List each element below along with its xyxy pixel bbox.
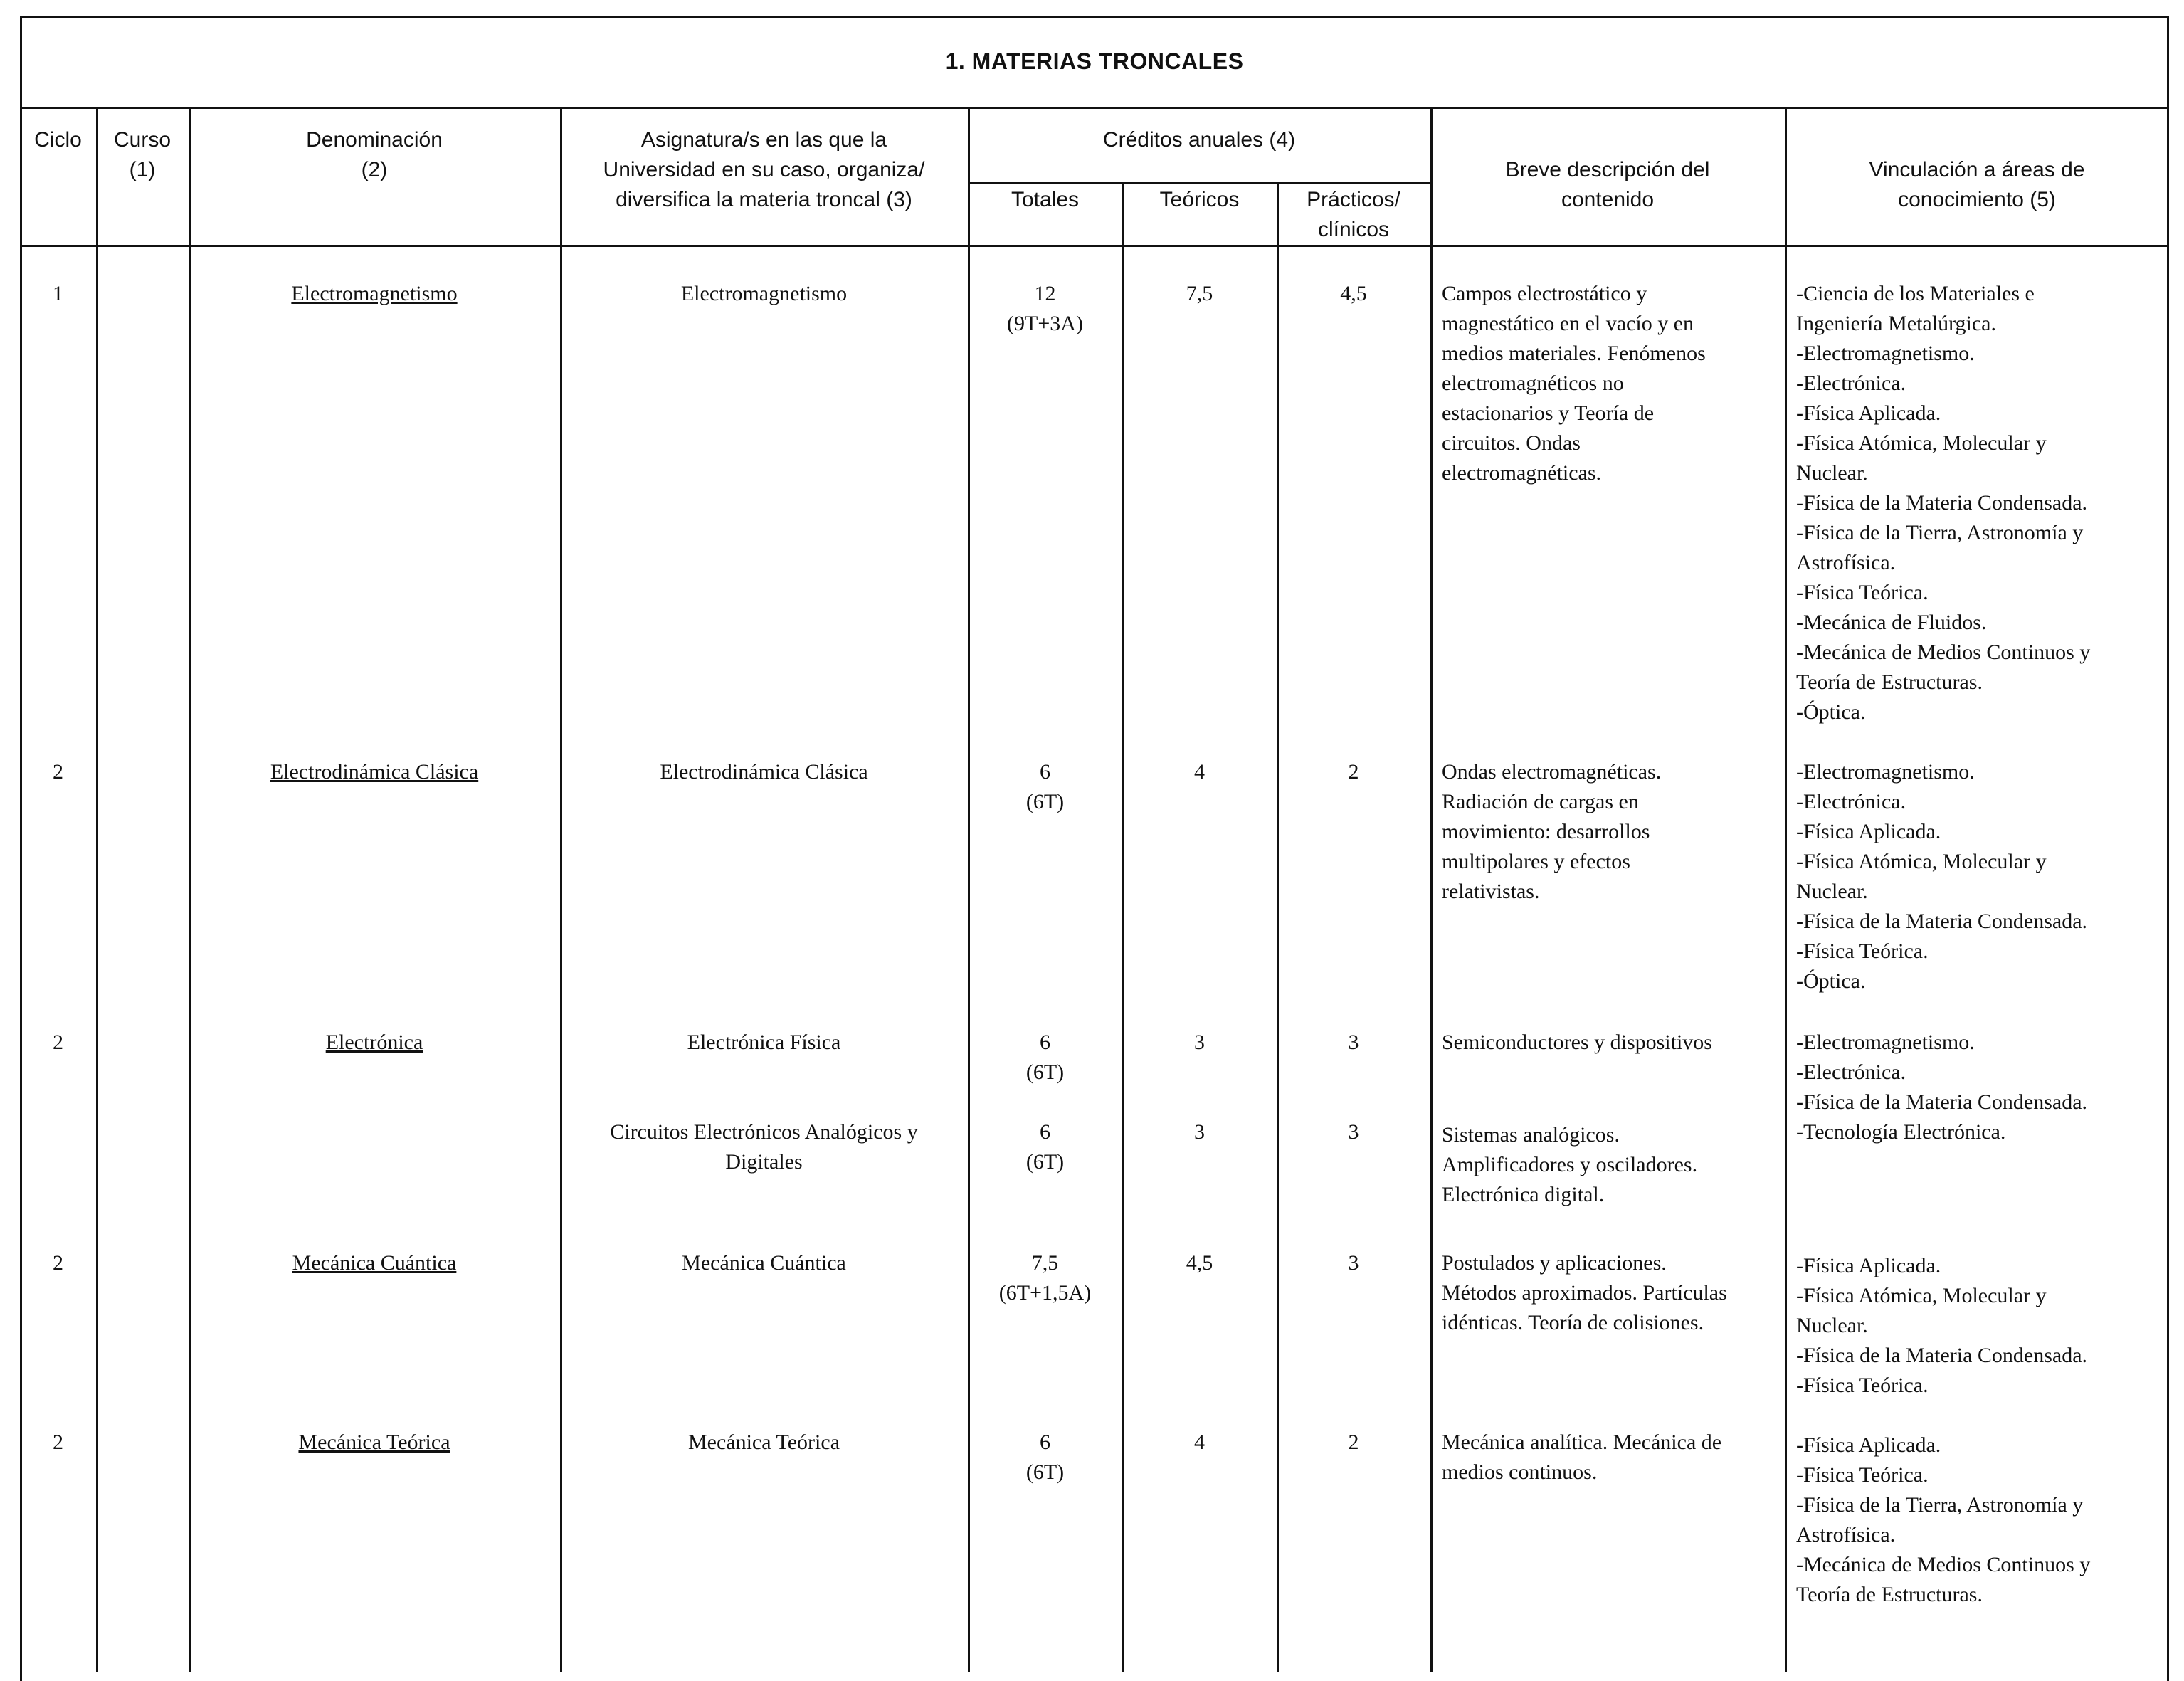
row-teoricos: 4,5 (1186, 1251, 1213, 1275)
row-teoricos: 3 (1194, 1031, 1205, 1054)
header-asignatura: Asignatura/s en las que la Universidad en su caso, organiza/ diversifica la materia troncal (3) (603, 128, 925, 211)
row-totales: 12 (9T+3A) (1007, 282, 1083, 335)
row-vinculacion: -Física Aplicada. -Física Teórica. -Física de la Tierra, Astronomía y Astrofísica. -Mecánica de Medios Continuos y Teoría de Estructuras. (1796, 1433, 2091, 1606)
row-practicos: 3 (1348, 1031, 1359, 1054)
row-practicos: 2 (1348, 1430, 1359, 1454)
row-denominacion: Electrodinámica Clásica (270, 760, 479, 784)
row-practicos: 2 (1348, 760, 1359, 784)
row-denominacion: Mecánica Teórica (298, 1430, 450, 1454)
row-asignatura: Electromagnetismo (680, 282, 848, 305)
header-breve-descripcion: Breve descripción del contenido (1505, 158, 1710, 211)
row-asignatura: Mecánica Cuántica (682, 1251, 846, 1275)
header-curso: Curso (1) (113, 128, 172, 181)
row-totales: 6 (6T) (1025, 1031, 1065, 1084)
row-descripcion: Semiconductores y dispositivos (1442, 1031, 1712, 1054)
column-divider-creditos (1430, 107, 1433, 1672)
header-denominacion: Denominación (2) (306, 128, 443, 181)
row-descripcion: Campos electrostático y magnestático en el vacío y en medios materiales. Fenómenos electromagnéticos no estacionarios y Teoría de circuitos. Ondas electromagnéticas. (1442, 282, 1706, 485)
header-creditos-anuales: Créditos anuales (4) (1102, 128, 1296, 152)
row-vinculacion: -Electromagnetismo. -Electrónica. -Física Aplicada. -Física Atómica, Molecular y Nuclear. -Física de la Materia Condensada. -Física Teórica. -Óptica. (1796, 760, 2088, 993)
row-descripcion: Postulados y aplicaciones. Métodos aproximados. Partículas idénticas. Teoría de colisiones. (1442, 1251, 1727, 1334)
row-asignatura: Electrónica Física (687, 1031, 841, 1054)
row-totales: 6 (6T) (1025, 760, 1065, 813)
column-divider-breve (1785, 107, 1787, 1672)
row-practicos: 3 (1348, 1251, 1359, 1275)
row-asignatura: Mecánica Teórica (687, 1430, 840, 1454)
header-practicos: Prácticos/ clínicos (1307, 188, 1400, 241)
row-denominacion: Mecánica Cuántica (292, 1251, 457, 1275)
row-teoricos: 3 (1194, 1120, 1205, 1144)
header-vinculacion: Vinculación a áreas de conocimiento (5) (1869, 158, 2085, 211)
row-teoricos: 4 (1194, 1430, 1205, 1454)
row-teoricos: 7,5 (1186, 282, 1213, 305)
row-descripcion: Mecánica analítica. Mecánica de medios continuos. (1442, 1430, 1722, 1484)
row-asignatura: Circuitos Electrónicos Analógicos y Digitales (610, 1120, 918, 1174)
row-vinculacion: -Ciencia de los Materiales e Ingeniería Metalúrgica. -Electromagnetismo. -Electrónica. -Física Aplicada. -Física Atómica, Molecular y Nuclear. -Física de la Materia Condensada. -Física de la Tierra, Astronomía y Astrofísica. -Física Teórica. -Mecánica de Fluidos. -Mecánica de Medios Continuos y Teoría de Estructuras. -Óptica. (1796, 282, 2091, 724)
row-practicos: 3 (1348, 1120, 1359, 1144)
header-ciclo: Ciclo (34, 128, 82, 152)
row-vinculacion: -Electromagnetismo. -Electrónica. -Física de la Materia Condensada. -Tecnología Electrónica. (1796, 1031, 2088, 1144)
row-practicos: 4,5 (1340, 282, 1367, 305)
row-denominacion: Electrónica (325, 1031, 423, 1054)
row-totales: 7,5 (6T+1,5A) (998, 1251, 1092, 1305)
header-bottom-line (20, 245, 2169, 247)
row-ciclo: 2 (53, 1251, 63, 1275)
header-totales: Totales (1011, 188, 1080, 211)
title-separator-line (20, 107, 2169, 109)
row-ciclo: 2 (53, 760, 63, 784)
row-ciclo: 2 (53, 1430, 63, 1454)
row-teoricos: 4 (1194, 760, 1205, 784)
row-totales: 6 (6T) (1025, 1120, 1065, 1174)
table-title: 1. MATERIAS TRONCALES (945, 48, 1244, 74)
header-teoricos: Teóricos (1159, 188, 1240, 211)
row-descripcion: Ondas electromagnéticas. Radiación de cargas en movimiento: desarrollos multipolares y efectos relativistas. (1442, 760, 1662, 903)
row-ciclo: 1 (53, 282, 63, 305)
row-descripcion: Sistemas analógicos. Amplificadores y osciladores. Electrónica digital. (1442, 1123, 1698, 1206)
row-totales: 6 (6T) (1025, 1430, 1065, 1484)
row-ciclo: 2 (53, 1031, 63, 1054)
column-divider-ciclo (96, 107, 98, 1672)
row-asignatura: Electrodinámica Clásica (660, 760, 868, 784)
row-vinculacion: -Física Aplicada. -Física Atómica, Molecular y Nuclear. -Física de la Materia Condensada. -Física Teórica. (1796, 1254, 2088, 1397)
creditos-subheader-line (968, 182, 1430, 184)
row-denominacion: Electromagnetismo (291, 282, 458, 305)
